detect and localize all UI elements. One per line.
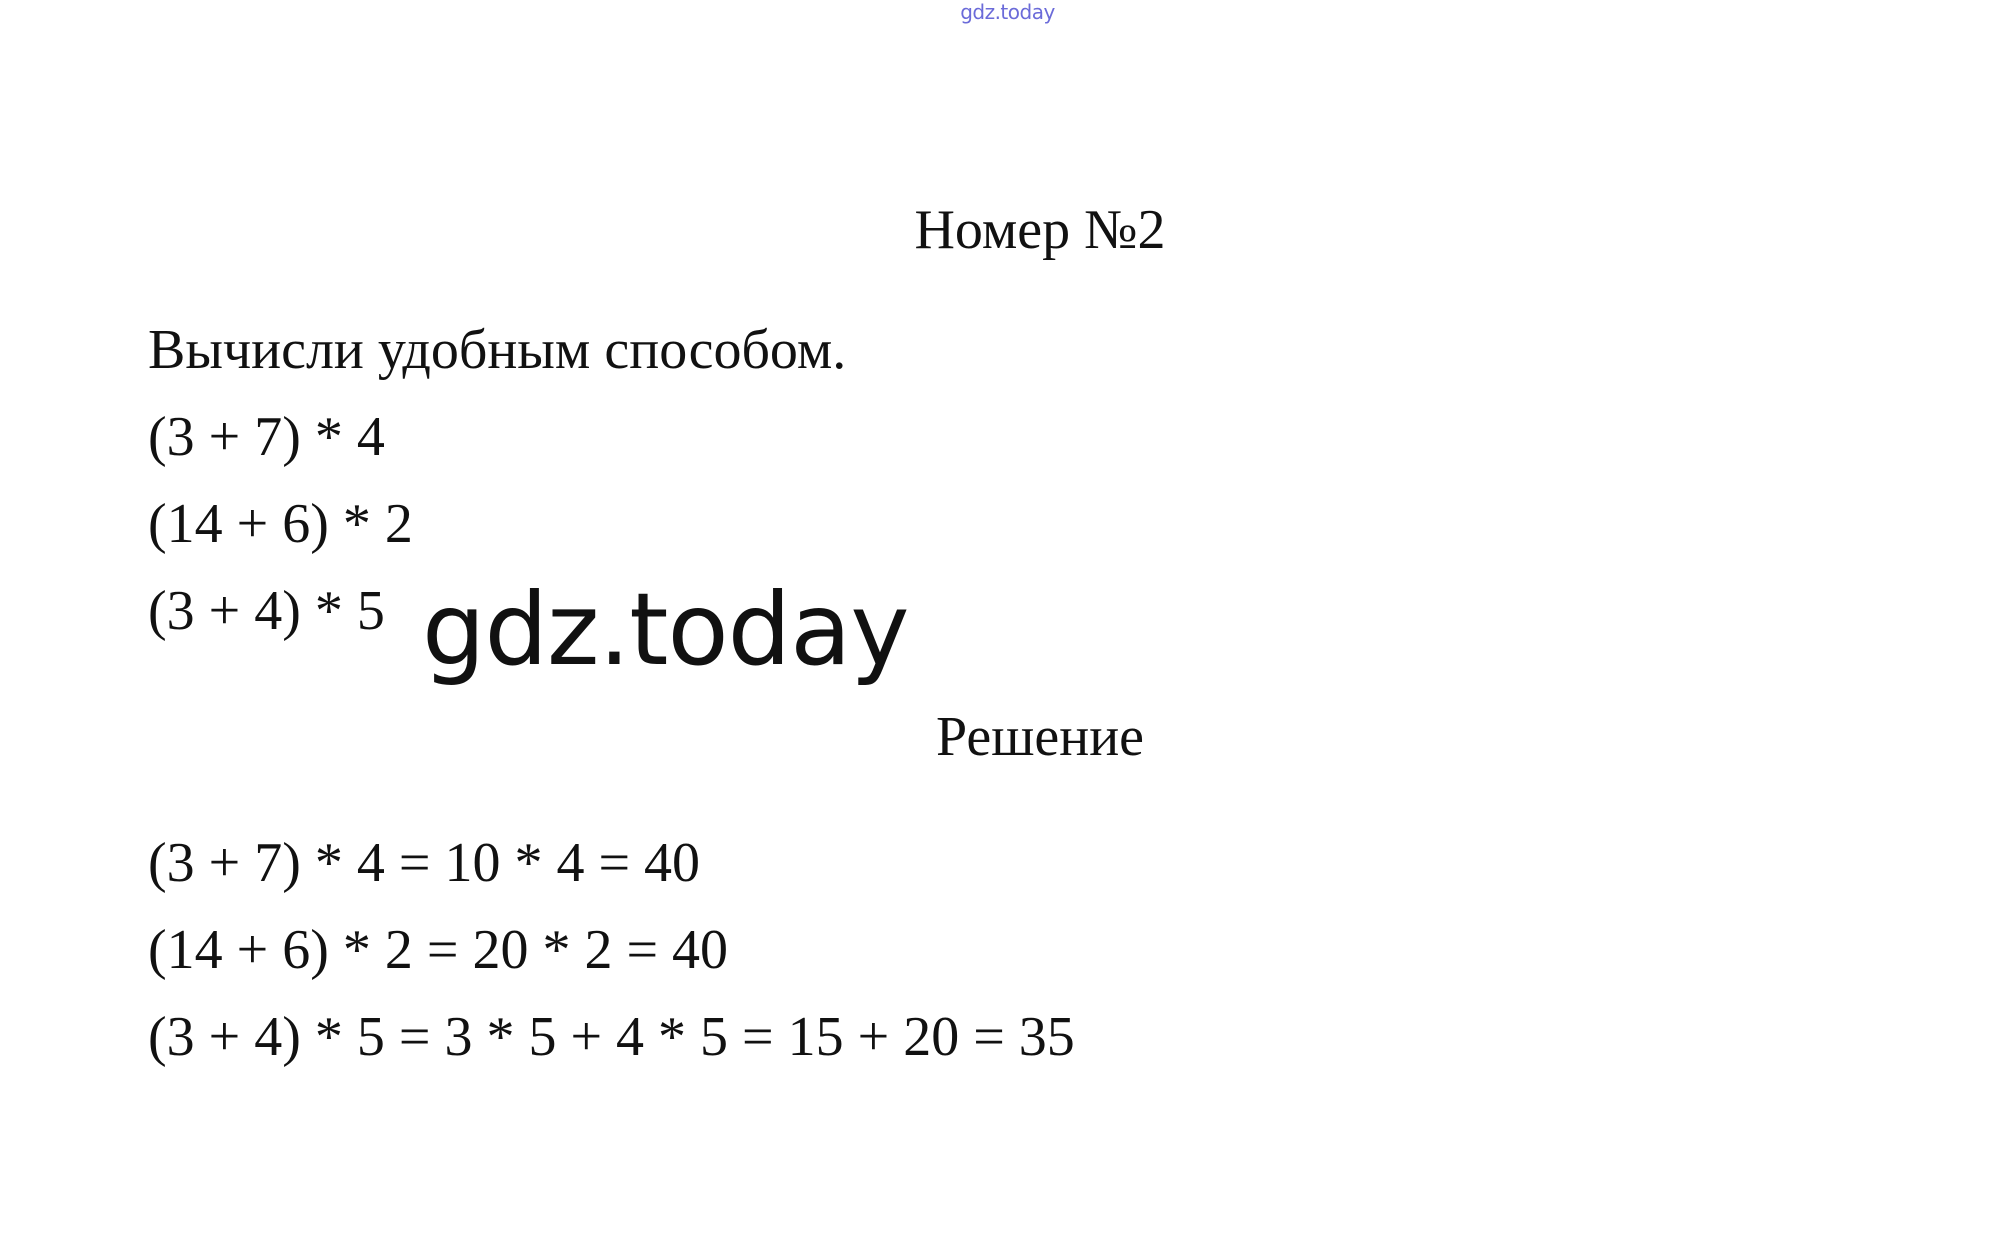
solution-line-2: (14 + 6) * 2 = 20 * 2 = 40 xyxy=(148,919,729,981)
solution-line-3: (3 + 4) * 5 = 3 * 5 + 4 * 5 = 15 + 20 = 35 xyxy=(148,1006,1075,1068)
task-expression-1: (3 + 7) * 4 xyxy=(148,406,385,468)
task-expression-3: (3 + 4) * 5 xyxy=(148,580,385,642)
center-watermark: gdz.today xyxy=(422,571,909,688)
solution-title: Решение xyxy=(935,706,1145,768)
task-expression-2: (14 + 6) * 2 xyxy=(148,493,413,555)
task-title: Номер №2 xyxy=(914,199,1166,261)
top-watermark: gdz.today xyxy=(960,0,1055,24)
task-instruction: Вычисли удобным способом. xyxy=(148,319,847,381)
solution-line-1: (3 + 7) * 4 = 10 * 4 = 40 xyxy=(148,832,701,894)
